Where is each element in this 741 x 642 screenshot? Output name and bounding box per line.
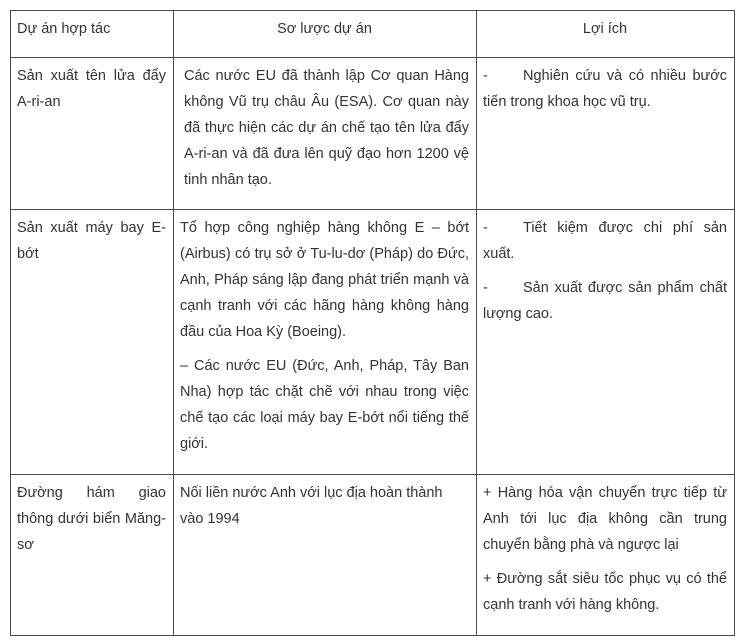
benefit-item — [483, 566, 727, 618]
benefit-text: Đường sắt siêu tốc phục vụ có thể cạnh tranh với hàng không. — [483, 571, 728, 613]
benefit-marker: - — [483, 68, 488, 84]
summary-cell — [174, 475, 477, 636]
summary-cell — [174, 210, 477, 475]
table-header-row — [11, 11, 735, 58]
benefit-item — [483, 480, 727, 558]
benefit-text: Sản xuất được sản phẩm chất lượng cao. — [483, 280, 727, 322]
benefit-marker: + — [483, 571, 492, 587]
benefit-item — [483, 215, 727, 267]
summary-paragraph: – Các nước EU (Đức, Anh, Pháp, Tây Ban Nha) hợp tác chặt chẽ với nhau trong việc chế tạo các loại máy bay E-bớt nổi tiếng thế giới. — [180, 358, 469, 452]
table-row — [11, 475, 735, 636]
benefit-item — [483, 63, 727, 115]
benefit-item — [483, 275, 727, 327]
project-cell — [11, 58, 174, 210]
project-cell — [11, 475, 174, 636]
table-row — [11, 58, 735, 210]
header-summary: Sơ lược dự án — [174, 11, 477, 58]
summary-paragraph: Tổ hợp công nghiệp hàng không E – bớt (Airbus) có trụ sở ở Tu-lu-dơ (Pháp) do Đức, Anh, Pháp sáng lập đang phát triển mạnh và cạnh tranh với các hãng hàng không hàng đầu của Hoa Kỳ (Boeing). — [180, 220, 469, 340]
benefit-text: Hàng hóa vận chuyển trực tiếp từ Anh tới lục địa không cần trung chuyển bằng phà và ngược lại — [483, 485, 727, 553]
project-cell — [11, 210, 174, 475]
project-name: Sản xuất máy bay E-bớt — [17, 220, 166, 262]
eu-cooperation-table — [10, 10, 735, 636]
benefit-text: Tiết kiệm được chi phí sản xuất. — [483, 220, 727, 262]
benefit-text: Nghiên cứu và có nhiều bước tiến trong khoa học vũ trụ. — [483, 68, 727, 110]
benefit-marker: - — [483, 220, 488, 236]
project-name: Đường hám giao thông dưới biển Măng-sơ — [17, 485, 166, 553]
header-project: Dự án hợp tác — [11, 11, 174, 58]
summary-paragraph: Các nước EU đã thành lập Cơ quan Hàng không Vũ trụ châu Âu (ESA). Cơ quan này đã thực hiện các dự án chế tạo tên lửa đẩy A-ri-an và đã đưa lên quỹ đạo hơn 1200 vệ tinh nhân tạo. — [184, 68, 469, 188]
benefits-cell — [477, 475, 735, 636]
header-benefits: Lợi ích — [477, 11, 735, 58]
project-name: Sản xuất tên lửa đẩy A-ri-an — [17, 68, 166, 110]
benefits-cell — [477, 210, 735, 475]
table-row — [11, 210, 735, 475]
benefits-cell — [477, 58, 735, 210]
benefit-marker: + — [483, 485, 492, 501]
summary-cell — [174, 58, 477, 210]
benefit-marker: - — [483, 280, 488, 296]
summary-paragraph: Nối liền nước Anh với lục địa hoàn thành vào 1994 — [180, 485, 443, 527]
